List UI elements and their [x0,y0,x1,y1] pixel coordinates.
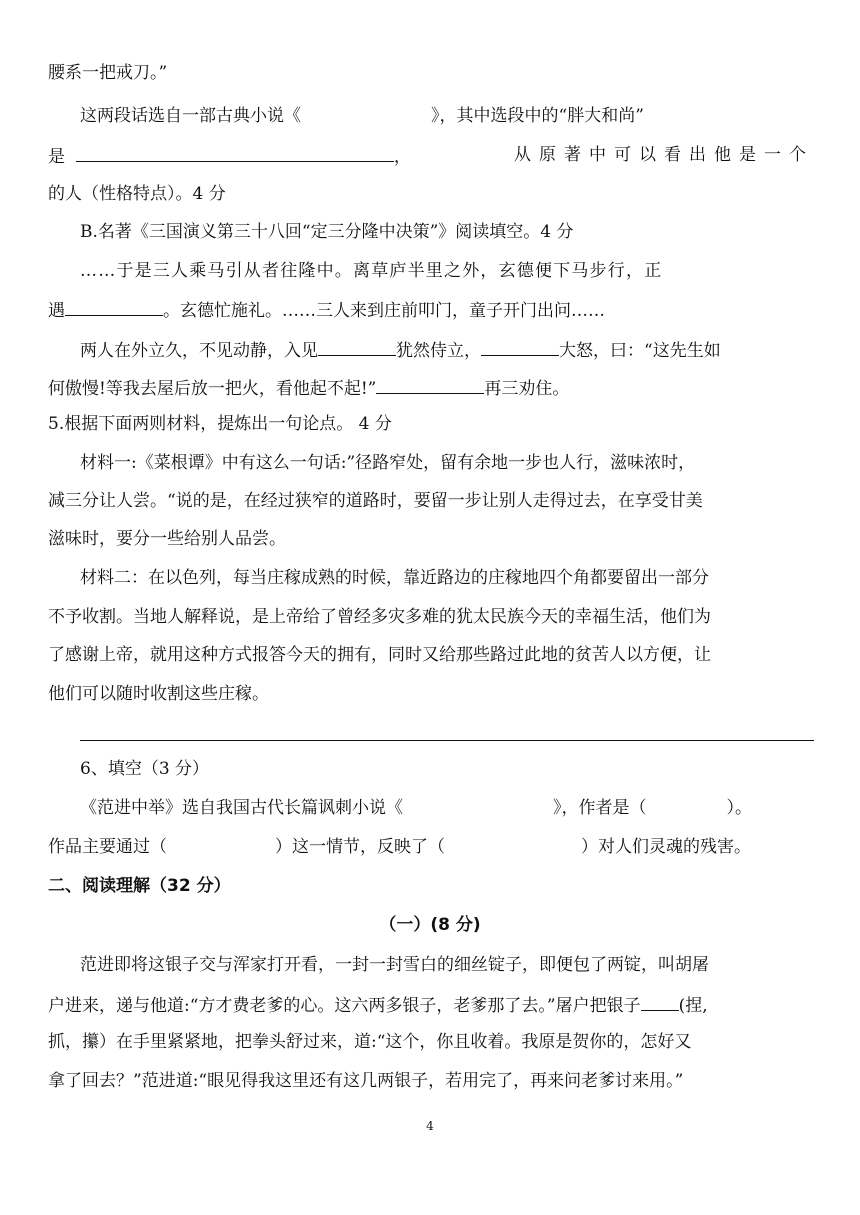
text-line: 滋味时，要分一些给别人品尝。 [48,529,286,549]
question-line: 遇 。玄德忙施礼。……三人来到庄前叩门，童子开门出问…… [48,297,814,323]
answer-blank[interactable] [481,337,559,356]
question-heading: B.名著《三国演义第三十八回“定三分隆中决策”》阅读填空。4 分 [80,222,574,242]
text-line: 材料一:《菜根谭》中有这么一句话:”径路窄处，留有余地一步也人行，滋味浓时， [80,453,696,473]
text-line: 拿了回去？”范进道:“眼见得我这里还有这几两银子，若用完了，再来问老爹讨来用。” [48,1071,684,1091]
question-heading: 5.根据下面两则材料，提炼出一句论点。 4 分 [48,414,392,434]
text-line: 范进即将这银子交与浑家打开看，一封一封雪白的细丝锭子，即便包了两锭，叫胡屠 [80,955,709,975]
question-line: 作品主要通过（ ）这一情节，反映了（ ）对人们灵魂的残害。 [48,837,751,857]
text-line: 了感谢上帝，就用这种方式报答今天的拥有，同时又给那些路过此地的贫苦人以方便，让 [48,645,711,665]
text-line: ……于是三人乘马引从者往隆中。离草庐半里之外，玄德便下马步行，正 [80,261,663,281]
text-line: 他们可以随时收割这些庄稼。 [48,684,269,704]
section-heading: 二、阅读理解（32 分） [48,876,231,896]
page-number: 4 [426,1119,434,1133]
text-line: 材料二：在以色列，每当庄稼成熟的时候，靠近路边的庄稼地四个角都要留出一部分 [80,568,709,588]
question-line: 是 ， 从原著中可以看出他是一个 [48,145,814,167]
text-line: 不予收割。当地人解释说，是上帝给了曾经多灾多难的犹太民族今天的幸福生活，他们为 [48,607,711,627]
answer-blank[interactable] [641,992,679,1011]
text-line: 腰系一把戒刀。” [48,63,168,83]
question-line: 户进来，递与他道:“方才费老爹的心。这六两多银子，老爹那了去。”屠户把银子 (捏, [48,992,814,1018]
answer-blank[interactable] [65,297,163,316]
question-line: 何傲慢!等我去屋后放一把火，看他起不起!” 再三劝住。 [48,375,814,401]
question-line: 两人在外立久，不见动静，入见 犹然侍立， 大怒，曰：“这先生如 [80,337,814,363]
text-line: 抓，攥）在手里紧紧地，把拳头舒过来，道:“这个，你且收着。我原是贺你的，怎好又 [48,1032,692,1052]
answer-blank[interactable] [318,337,396,356]
answer-blank[interactable] [76,143,394,162]
question-intro-line: 这两段话选自一部古典小说《 》，其中选段中的“胖大和尚” [80,106,644,126]
subsection-heading: （一）(8 分) [379,915,481,935]
text-line: 减三分让人尝。“说的是，在经过狭窄的道路时，要留一步让别人走得过去，在享受甘美 [48,491,703,511]
answer-blank[interactable] [376,375,484,394]
question-heading: 6、填空（3 分） [80,759,210,779]
text-line: 的人（性格特点）。4 分 [48,184,226,204]
answer-line[interactable] [80,740,814,741]
question-line: 《范进中举》选自我国古代长篇讽刺小说《 》，作者是（ ）。 [80,798,752,818]
